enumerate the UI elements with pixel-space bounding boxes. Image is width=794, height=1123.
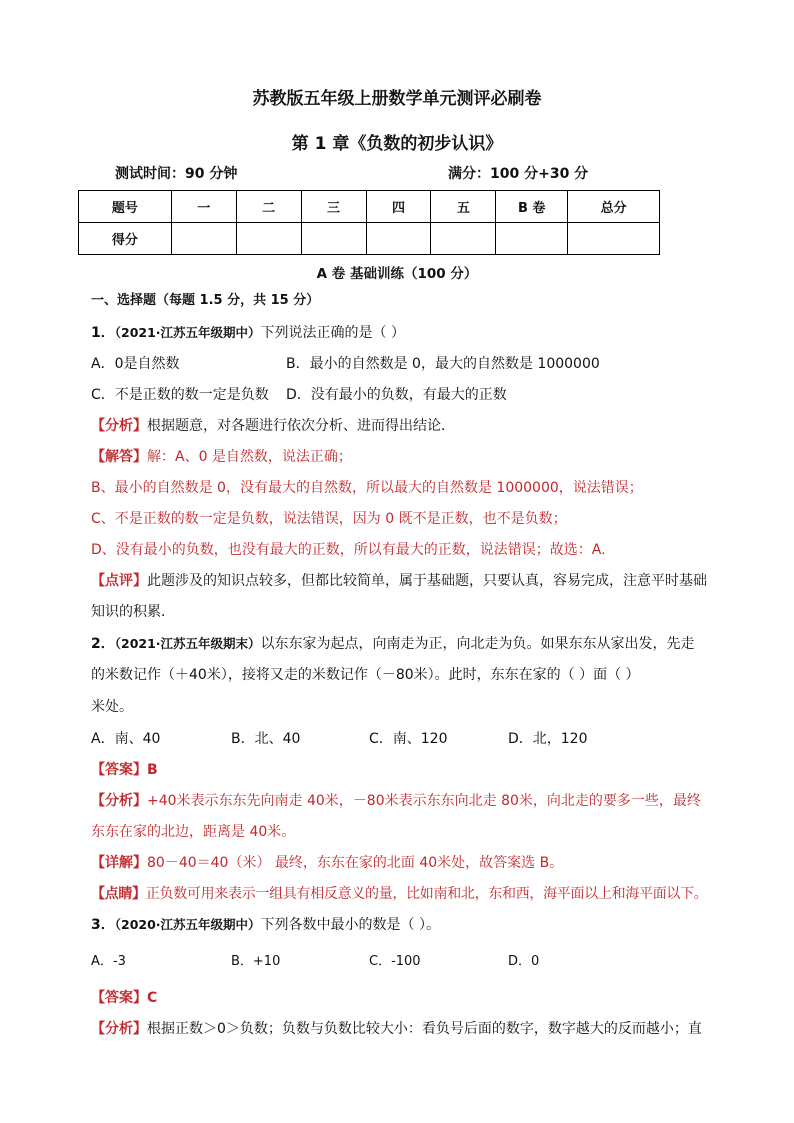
q1-answer-b: B、最小的自然数是 0，没有最大的自然数，所以最大的自然数是 1000000，说法错误； xyxy=(91,480,643,496)
q3-option-c: C．-100 xyxy=(369,954,421,969)
part1-heading: 一、选择题（每题 1.5 分，共 15 分） xyxy=(91,293,320,308)
q1-comment-line2: 知识的积累． xyxy=(91,604,175,620)
table-cell: B 卷 xyxy=(496,191,568,223)
table-cell xyxy=(496,223,568,255)
table-cell xyxy=(431,223,496,255)
q2-detail xyxy=(91,853,563,873)
table-cell: 三 xyxy=(301,191,366,223)
q1-stem-text: 下列说法正确的是（ ） xyxy=(260,325,405,341)
q2-answer-value: B xyxy=(147,762,158,778)
chapter-title: 第 1 章《负数的初步认识》 xyxy=(291,134,503,154)
comment-tag: 【点评】 xyxy=(91,573,147,589)
q1-answer-c: C、不是正数的数一定是负数，说法错误，因为 0 既不是正数，也不是负数； xyxy=(91,511,567,527)
table-cell: 四 xyxy=(366,191,431,223)
q3-option-a: A．-3 xyxy=(91,954,126,969)
score-table-header-row xyxy=(79,191,660,223)
score-table xyxy=(78,190,660,255)
q3-source: （2020·江苏五年级期中） xyxy=(114,917,261,932)
table-cell: 五 xyxy=(431,191,496,223)
table-cell: 二 xyxy=(236,191,301,223)
q1-comment xyxy=(91,571,707,591)
analysis-tag: 【分析】 xyxy=(91,1021,147,1037)
q1-answer-a: 解：A、0 是自然数，说法正确； xyxy=(147,449,352,465)
q2-stem xyxy=(91,634,695,654)
table-cell: 一 xyxy=(171,191,236,223)
full-score: 满分：100 分+30 分 xyxy=(448,166,589,182)
q2-option-b: B．北、40 xyxy=(231,731,301,747)
q2-stem-line3: 米处。 xyxy=(91,699,133,715)
answer-tag: 【解答】 xyxy=(91,449,147,465)
q2-analysis xyxy=(91,791,701,811)
q2-analysis-line2: 东东在家的北边，距离是 40米。 xyxy=(91,824,296,840)
q3-option-d: D．0 xyxy=(508,954,540,969)
q1-option-c: C．不是正数的数一定是负数 xyxy=(91,387,269,403)
q1-stem xyxy=(91,323,405,343)
q1-option-a: A．0是自然数 xyxy=(91,356,180,372)
q3-analysis-text: 根据正数＞0＞负数；负数与负数比较大小：看负号后面的数字，数字越大的反而越小；直 xyxy=(147,1021,702,1037)
table-cell xyxy=(301,223,366,255)
section-a-heading: A 卷 基础训练（100 分） xyxy=(316,266,478,282)
answer-tag: 【答案】 xyxy=(91,762,147,778)
analysis-tag: 【分析】 xyxy=(91,793,147,809)
table-cell: 总分 xyxy=(568,191,660,223)
q2-stem-line2: 的米数记作（＋40米），接将又走的米数记作（－80米）。此时，东东在家的（ ）面（ ） xyxy=(91,667,640,683)
table-cell: 题号 xyxy=(79,191,172,223)
q3-number: 3． xyxy=(91,917,115,933)
q3-stem xyxy=(91,915,440,935)
q2-source: （2021·江苏五年级期末） xyxy=(114,636,261,651)
q1-option-b: B．最小的自然数是 0，最大的自然数是 1000000 xyxy=(286,356,600,372)
q2-option-a: A．南、40 xyxy=(91,731,161,747)
main-title: 苏教版五年级上册数学单元测评必刷卷 xyxy=(252,89,542,109)
q1-number: 1． xyxy=(91,325,115,341)
q3-option-b: B．+10 xyxy=(231,954,281,969)
detail-tag: 【详解】 xyxy=(91,855,147,871)
q3-answer-value: C xyxy=(147,990,158,1006)
answer-tag: 【答案】 xyxy=(91,990,147,1006)
table-cell xyxy=(568,223,660,255)
q2-keypoint-text: 正负数可用来表示一组具有相反意义的量，比如南和北，东和西，海平面以上和海平面以下。 xyxy=(145,886,708,902)
q1-analysis-text: 根据题意，对各题进行依次分析、进而得出结论． xyxy=(147,418,455,434)
q1-answer-d: D、没有最小的负数，也没有最大的正数，所以有最大的正数，说法错误；故选：A. xyxy=(91,542,606,558)
q2-detail-text: 80－40＝40（米） 最终，东东在家的北面 40米处，故答案选 B。 xyxy=(147,855,564,871)
table-cell xyxy=(171,223,236,255)
table-cell: 得分 xyxy=(79,223,172,255)
q3-stem-text: 下列各数中最小的数是（ ）。 xyxy=(260,917,440,933)
table-cell xyxy=(236,223,301,255)
q3-analysis xyxy=(91,1019,702,1039)
q1-comment-text: 此题涉及的知识点较多，但都比较简单，属于基础题，只要认真，容易完成，注意平时基础 xyxy=(147,573,707,589)
keypoint-tag: 【点睛】 xyxy=(91,886,146,902)
q2-stem-text: 以东东家为起点，向南走为正，向北走为负。如果东东从家出发，先走 xyxy=(260,636,695,652)
analysis-tag: 【分析】 xyxy=(91,418,147,434)
q2-keypoint xyxy=(91,884,708,904)
q3-answer xyxy=(91,988,157,1008)
q2-answer xyxy=(91,760,158,780)
q2-number: 2． xyxy=(91,636,115,652)
q2-analysis-text: +40米表示东东先向南走 40米，－80米表示东东向北走 80米，向北走的要多一些，最终 xyxy=(147,793,701,809)
q1-option-d: D．没有最小的负数，有最大的正数 xyxy=(286,387,507,403)
q2-option-d: D．北，120 xyxy=(508,731,588,747)
q1-analysis xyxy=(91,416,455,436)
score-table-score-row xyxy=(79,223,660,255)
q1-source: （2021·江苏五年级期中） xyxy=(114,325,261,340)
table-cell xyxy=(366,223,431,255)
q2-option-c: C．南、120 xyxy=(369,731,448,747)
test-time: 测试时间：90 分钟 xyxy=(115,166,238,182)
q1-answer xyxy=(91,447,352,467)
